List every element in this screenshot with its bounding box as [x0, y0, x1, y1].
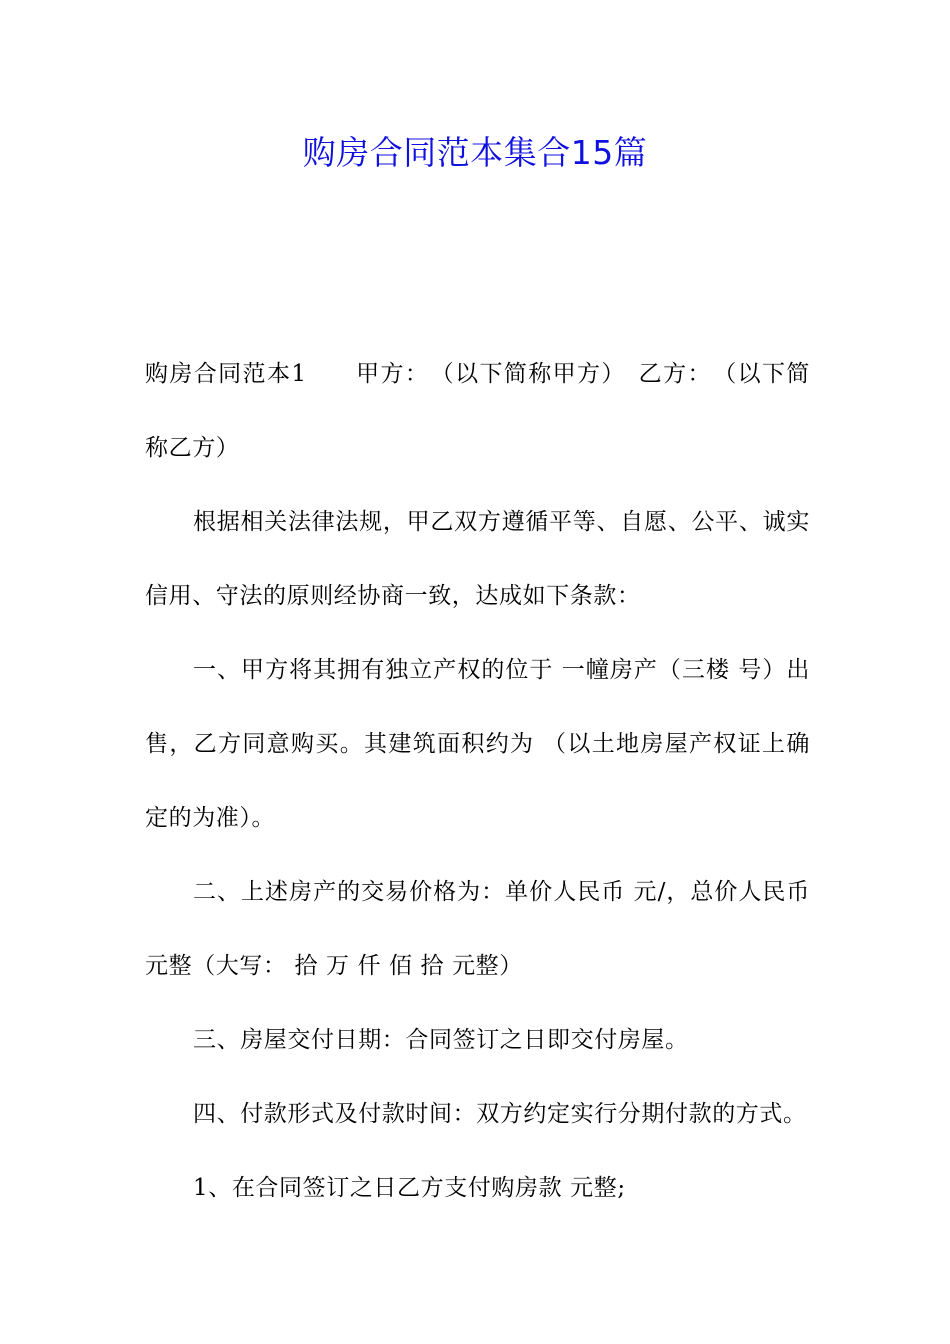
- paragraph-parties: 购房合同范本1 甲方： （以下简称甲方） 乙方： （以下简称乙方）: [145, 361, 810, 461]
- paragraph-clause-1: 一、甲方将其拥有独立产权的位于 一幢房产（三楼 号）出售，乙方同意购买。其建筑面积约为 （以土地房屋产权证上确定的为准）。: [145, 657, 810, 831]
- document-body: [145, 337, 810, 1225]
- paragraph-clause-2: 二、上述房产的交易价格为：单价人民币 元/，总价人民币 元整（大写： 拾 万 仟 佰 拾 元整）: [145, 879, 810, 979]
- document-title: 购房合同范本集合15篇: [302, 133, 648, 172]
- paragraph-clause-4: 四、付款形式及付款时间：双方约定实行分期付款的方式。: [193, 1101, 807, 1127]
- paragraph-clause-3: 三、房屋交付日期：合同签订之日即交付房屋。: [193, 1027, 689, 1053]
- paragraph-clause-4-item-1: 1、在合同签订之日乙方支付购房款 元整;: [193, 1175, 626, 1201]
- paragraph-preamble: 根据相关法律法规，甲乙双方遵循平等、自愿、公平、诚实信用、守法的原则经协商一致，达成如下条款：: [145, 509, 810, 609]
